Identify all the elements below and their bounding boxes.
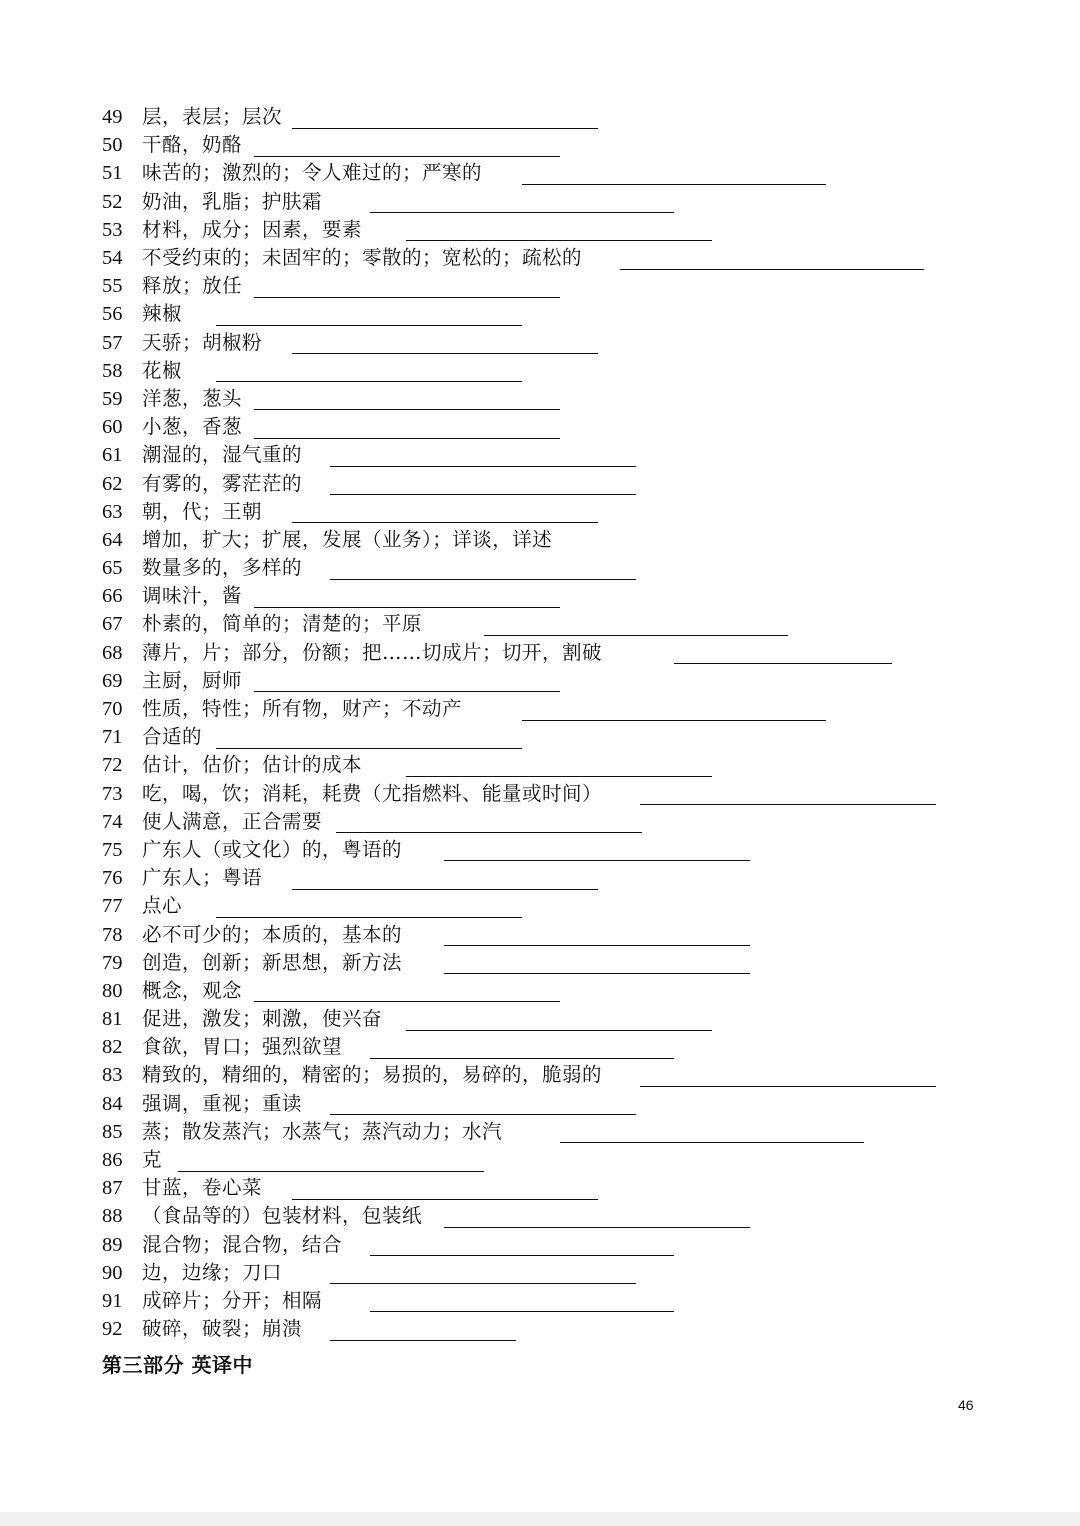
list-item [102, 357, 982, 385]
item-number: 71 [102, 726, 123, 749]
answer-blank[interactable] [292, 331, 598, 354]
list-item [102, 385, 982, 413]
list-item [102, 441, 982, 469]
list-item [102, 159, 982, 187]
item-definition: 小葱，香葱 [142, 415, 243, 439]
item-definition: 促进，激发；刺激，使兴奋 [142, 1007, 383, 1031]
answer-blank[interactable] [484, 613, 788, 636]
item-definition: 精致的，精细的，精密的；易损的，易碎的，脆弱的 [142, 1063, 603, 1087]
answer-blank[interactable] [522, 698, 826, 721]
item-definition: 性质，特性；所有物，财产；不动产 [142, 697, 463, 721]
item-definition: 创造，创新；新思想，新方法 [142, 950, 403, 974]
answer-blank[interactable] [254, 979, 560, 1002]
item-definition: 点心 [142, 894, 183, 918]
item-definition: 奶油，乳脂；护肤霜 [142, 189, 323, 213]
list-item [102, 1259, 982, 1287]
item-number: 61 [102, 444, 123, 467]
answer-blank[interactable] [336, 810, 642, 833]
item-definition: 边，边缘；刀口 [142, 1260, 283, 1284]
answer-blank[interactable] [254, 387, 560, 410]
item-definition: 甘蓝，卷心菜 [142, 1176, 263, 1200]
item-number: 76 [102, 867, 123, 890]
list-item [102, 949, 982, 977]
item-definition: 使人满意，正合需要 [142, 809, 323, 833]
answer-blank[interactable] [330, 1318, 516, 1341]
item-definition: 吃，喝，饮；消耗，耗费（尤指燃料、能量或时间） [142, 781, 603, 805]
list-item [102, 1202, 982, 1230]
list-item [102, 103, 982, 131]
item-number: 80 [102, 979, 123, 1002]
list-item [102, 413, 982, 441]
vocabulary-list [102, 103, 982, 1343]
list-item [102, 780, 982, 808]
item-definition: 合适的 [142, 725, 203, 749]
answer-blank[interactable] [254, 134, 560, 157]
list-item [102, 639, 982, 667]
item-number: 54 [102, 247, 123, 270]
item-number: 84 [102, 1092, 123, 1115]
answer-blank[interactable] [254, 416, 560, 439]
item-number: 52 [102, 190, 123, 213]
item-number: 51 [102, 162, 123, 185]
list-item [102, 610, 982, 638]
item-definition: 层，表层；层次 [142, 105, 283, 129]
list-item [102, 1146, 982, 1174]
item-definition: 混合物；混合物，结合 [142, 1232, 343, 1256]
list-item [102, 977, 982, 1005]
list-item [102, 469, 982, 497]
item-definition: 食欲，胃口；强烈欲望 [142, 1035, 343, 1059]
answer-blank[interactable] [254, 275, 560, 298]
item-definition: 估计，估价；估计的成本 [142, 753, 363, 777]
item-number: 57 [102, 331, 123, 354]
list-item [102, 667, 982, 695]
item-definition: 增加，扩大；扩展，发展（业务）；详谈，详述 [142, 527, 553, 551]
answer-blank[interactable] [560, 1120, 864, 1143]
answer-blank[interactable] [330, 472, 636, 495]
answer-blank[interactable] [406, 218, 712, 241]
item-number: 72 [102, 754, 123, 777]
answer-blank[interactable] [292, 1177, 598, 1200]
answer-blank[interactable] [370, 1036, 674, 1059]
item-number: 56 [102, 303, 123, 326]
answer-blank[interactable] [406, 1008, 712, 1031]
answer-blank[interactable] [330, 557, 636, 580]
answer-blank[interactable] [292, 500, 598, 523]
answer-blank[interactable] [522, 162, 826, 185]
item-definition: 主厨，厨师 [142, 668, 243, 692]
item-definition: 潮湿的，湿气重的 [142, 443, 303, 467]
section-title: 第三部分 英译中 [102, 1353, 253, 1377]
item-number: 68 [102, 641, 123, 664]
answer-blank[interactable] [370, 190, 674, 213]
list-item [102, 329, 982, 357]
item-definition: 辣椒 [142, 302, 183, 326]
item-definition: 调味汁，酱 [142, 584, 243, 608]
item-definition: 破碎，破裂；崩溃 [142, 1317, 303, 1341]
list-item [102, 216, 982, 244]
answer-blank[interactable] [640, 1064, 936, 1087]
answer-blank[interactable] [216, 359, 522, 382]
page-number: 46 [958, 1397, 974, 1413]
item-definition: 成碎片；分开；相隔 [142, 1288, 323, 1312]
list-item [102, 272, 982, 300]
list-item [102, 920, 982, 948]
item-definition: 天骄；胡椒粉 [142, 330, 263, 354]
item-number: 78 [102, 923, 123, 946]
item-number: 87 [102, 1177, 123, 1200]
item-number: 79 [102, 951, 123, 974]
item-number: 63 [102, 500, 123, 523]
item-number: 67 [102, 613, 123, 636]
item-number: 58 [102, 359, 123, 382]
item-number: 75 [102, 838, 123, 861]
answer-blank[interactable] [640, 782, 936, 805]
list-item [102, 1315, 982, 1343]
answer-blank[interactable] [330, 1261, 636, 1284]
item-definition: 洋葱，葱头 [142, 386, 243, 410]
list-item [102, 1231, 982, 1259]
list-item [102, 244, 982, 272]
item-number: 69 [102, 669, 123, 692]
item-definition: （食品等的）包装材料，包装纸 [142, 1204, 423, 1228]
list-item [102, 498, 982, 526]
answer-blank[interactable] [216, 303, 522, 326]
item-definition: 朝，代；王朝 [142, 499, 263, 523]
item-number: 83 [102, 1064, 123, 1087]
item-definition: 干酪，奶酪 [142, 133, 243, 157]
item-number: 73 [102, 782, 123, 805]
item-number: 70 [102, 698, 123, 721]
item-definition: 蒸；散发蒸汽；水蒸气；蒸汽动力；水汽 [142, 1119, 503, 1143]
list-item [102, 864, 982, 892]
list-item [102, 188, 982, 216]
item-number: 62 [102, 472, 123, 495]
item-definition: 花椒 [142, 358, 183, 382]
item-number: 74 [102, 810, 123, 833]
list-item [102, 751, 982, 779]
answer-blank[interactable] [292, 106, 598, 129]
item-number: 49 [102, 106, 123, 129]
item-number: 91 [102, 1289, 123, 1312]
item-number: 89 [102, 1233, 123, 1256]
answer-blank[interactable] [674, 641, 892, 664]
item-number: 90 [102, 1261, 123, 1284]
item-number: 85 [102, 1120, 123, 1143]
list-item [102, 554, 982, 582]
item-definition: 朴素的，简单的；清楚的；平原 [142, 612, 423, 636]
item-number: 60 [102, 416, 123, 439]
item-definition: 概念，观念 [142, 978, 243, 1002]
item-definition: 不受约束的；未固牢的；零散的；宽松的；疏松的 [142, 246, 583, 270]
answer-blank[interactable] [444, 838, 750, 861]
item-definition: 强调，重视；重读 [142, 1091, 303, 1115]
list-item [102, 1005, 982, 1033]
item-number: 82 [102, 1036, 123, 1059]
answer-blank[interactable] [444, 1205, 750, 1228]
item-definition: 广东人（或文化）的，粤语的 [142, 837, 403, 861]
item-definition: 数量多的，多样的 [142, 556, 303, 580]
list-item [102, 808, 982, 836]
item-definition: 味苦的；激烈的；令人难过的；严寒的 [142, 161, 483, 185]
list-item [102, 1033, 982, 1061]
item-number: 92 [102, 1318, 123, 1341]
item-definition: 有雾的，雾茫茫的 [142, 471, 303, 495]
item-number: 64 [102, 528, 123, 551]
item-definition: 必不可少的；本质的，基本的 [142, 922, 403, 946]
list-item [102, 1118, 982, 1146]
item-number: 59 [102, 387, 123, 410]
answer-blank[interactable] [370, 1289, 674, 1312]
answer-blank[interactable] [216, 895, 522, 918]
list-item [102, 1174, 982, 1202]
answer-blank[interactable] [444, 951, 750, 974]
answer-blank[interactable] [620, 247, 924, 270]
list-item [102, 1061, 982, 1089]
item-definition: 材料，成分；因素，要素 [142, 217, 363, 241]
answer-blank[interactable] [292, 867, 598, 890]
list-item [102, 582, 982, 610]
answer-blank[interactable] [178, 1149, 484, 1172]
page-bottom-edge [0, 1512, 1080, 1526]
list-item [102, 300, 982, 328]
answer-blank[interactable] [444, 923, 750, 946]
answer-blank[interactable] [254, 585, 560, 608]
item-number: 86 [102, 1149, 123, 1172]
item-number: 53 [102, 218, 123, 241]
answer-blank[interactable] [216, 726, 522, 749]
item-number: 66 [102, 585, 123, 608]
answer-blank[interactable] [330, 444, 636, 467]
item-number: 65 [102, 557, 123, 580]
list-item [102, 836, 982, 864]
answer-blank[interactable] [254, 669, 560, 692]
item-number: 88 [102, 1205, 123, 1228]
list-item [102, 723, 982, 751]
list-item [102, 131, 982, 159]
item-number: 77 [102, 895, 123, 918]
item-number: 50 [102, 134, 123, 157]
answer-blank[interactable] [406, 754, 712, 777]
answer-blank[interactable] [330, 1092, 636, 1115]
list-item [102, 695, 982, 723]
list-item [102, 892, 982, 920]
item-definition: 释放；放任 [142, 274, 243, 298]
list-item [102, 1090, 982, 1118]
list-item [102, 526, 982, 554]
item-definition: 克 [142, 1148, 163, 1172]
item-number: 81 [102, 1008, 123, 1031]
list-item [102, 1287, 982, 1315]
item-number: 55 [102, 275, 123, 298]
item-definition: 广东人；粤语 [142, 866, 263, 890]
answer-blank[interactable] [370, 1233, 674, 1256]
item-definition: 薄片，片；部分，份额；把……切成片；切开，割破 [142, 640, 603, 664]
